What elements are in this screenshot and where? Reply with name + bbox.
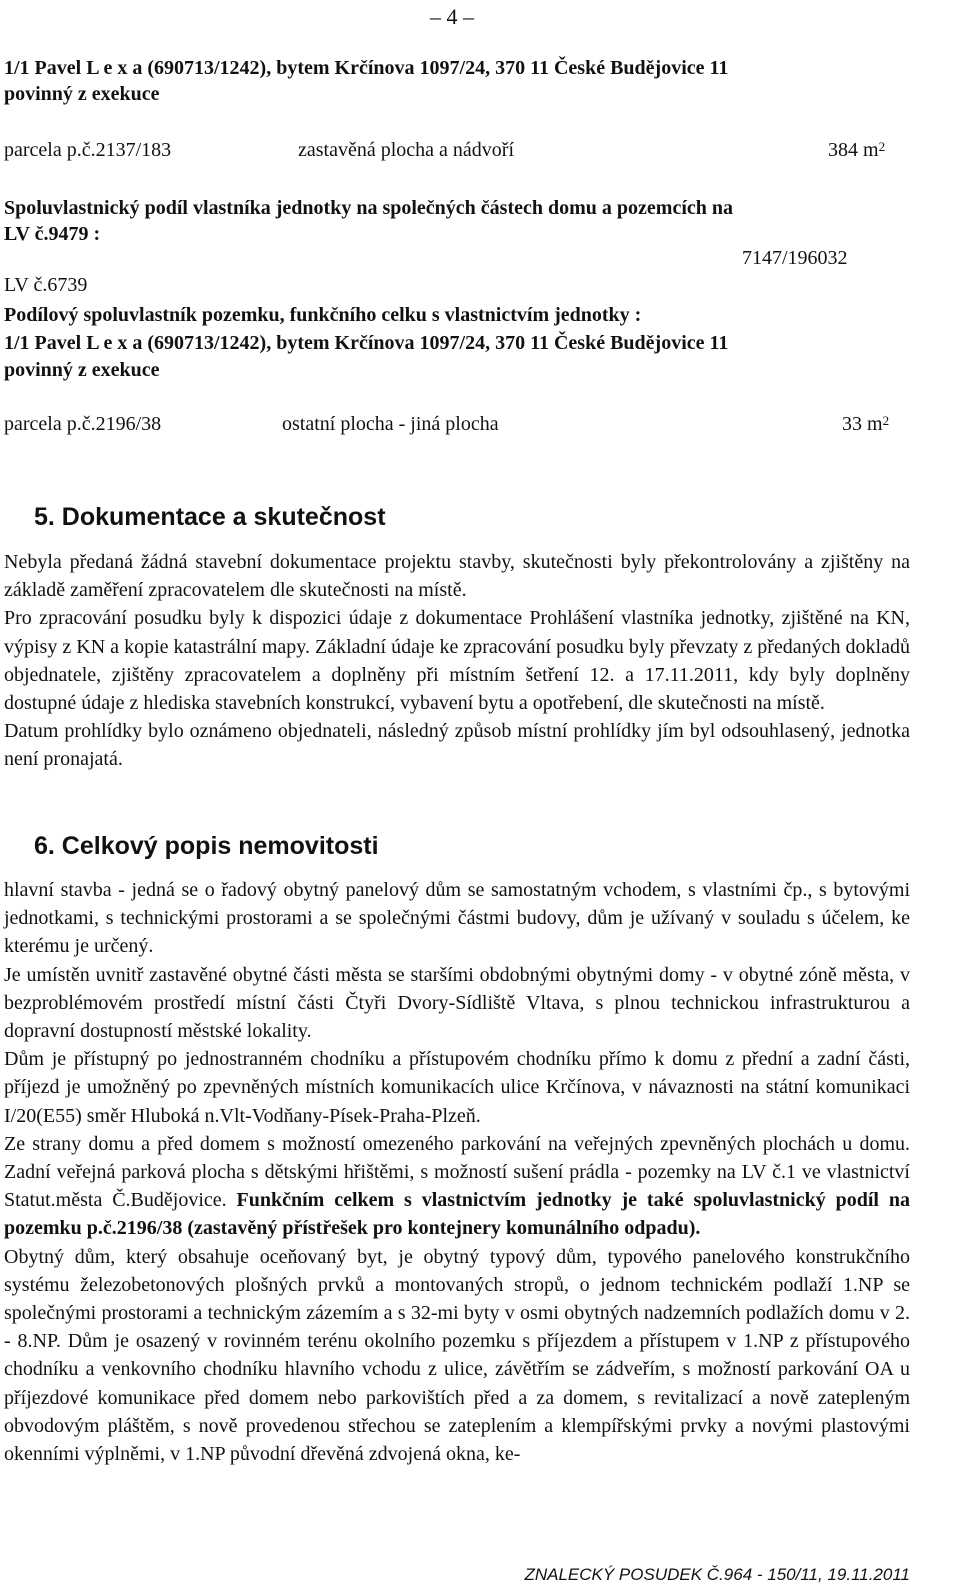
owner2-intro: Podílový spoluvlastník pozemku, funkčního celku s vlastnictvím jednotky : — [4, 304, 642, 326]
section6-paragraph: Je umístěn uvnitř zastavěné obytné části města se staršími obdobnými obytnými domy - v obytné zóně města, v bezproblémovém prostředí místní části Čtyři Dvory-Sídliště Vltava, s plnou technickou infrastrukturou a dopravní dostupností městské lokality. — [4, 963, 910, 1043]
parcel1-area — [828, 139, 886, 162]
parcel2-id: parcela p.č.2196/38 — [4, 413, 162, 435]
section5-paragraph: Pro zpracování posudku byly k dispozici údaje z dokumentace Prohlášení vlastníka jednotky, zjištěné na KN, výpisy z KN a kopie katastrální mapy. Základní údaje ke zpracování posudku byly převzaty z předaných dokladů objednatele, zjištěny zpracovatelem a doplněny při místním šetření 12. a 17.11.2011, kdy byly doplněny dostupné údaje z hlediska stavebních konstrukcí, vybavení bytu a opotřebení, dle skutečnosti na místě. — [4, 607, 910, 715]
parcel1-row — [4, 139, 920, 165]
section6-bold-text: Funkčním celkem s vlastnictvím jednotky je také spoluvlastnický podíl na pozemku p.č.2196/38 (zastavěný přístřešek pro kontejnery komunálního odpadu). — [4, 1189, 910, 1240]
section6-heading: 6. Celkový popis nemovitosti — [34, 832, 379, 860]
section5-paragraph: Nebyla předaná žádná stavební dokumentace projektu stavby, skutečnosti byly překontrolovány a zjištěny na základě zaměření zpracovatelem dle skutečnosti na místě. — [4, 551, 910, 602]
page-number: – 4 – — [430, 4, 474, 29]
parcel1-area-value: 384 m — [828, 139, 879, 161]
parcel1-type: zastavěná plocha a nádvoří — [298, 139, 515, 161]
section5-heading: 5. Dokumentace a skutečnost — [34, 503, 386, 531]
parcel1-id: parcela p.č.2137/183 — [4, 139, 172, 161]
share-line1: Spoluvlastnický podíl vlastníka jednotky na společných částech domu a pozemcích na — [4, 197, 733, 219]
owner1-line1: 1/1 Pavel L e x a (690713/1242), bytem Krčínova 1097/24, 370 11 České Budějovice 11 — [4, 57, 729, 79]
lv-number: LV č.6739 — [4, 274, 88, 296]
parcel2-row — [4, 413, 920, 439]
section6-paragraph: Obytný dům, který obsahuje oceňovaný byt, je obytný typový dům, typového panelového konstrukčního systému železobetonových plošných prvků a montovaných stropů, o jednom technickém podlaží 1.NP se společnými prostorami a technickým zázemím a s 32-mi byty v osmi obytných nadzemních podlažích domu v 2. - 8.NP. Dům je osazený v rovinném terénu okolního pozemku s příjezdem a přístupem v 1.NP z přístupového chodníku a venkovního chodníku hlavního vchodu z ulice, závětřím se zádveřím, s možností parkování OA u příjezdové komunikace před domem nebo parkovištích před a za domem, s revitalizací a nově zatepleným obvodovým pláštěm, s nově provedenou střechou se zateplením a klempířskými prvky a novými plastovými okenními výplněmi, v 1.NP původní dřevěná zdvojená okna, ke- — [4, 1245, 910, 1466]
share-value: 7147/196032 — [742, 247, 848, 269]
share-line2: LV č.9479 : — [4, 223, 101, 245]
parcel1-area-unit-exponent: 2 — [878, 139, 886, 154]
section5-body — [4, 548, 910, 774]
parcel2-area-unit-exponent: 2 — [882, 413, 890, 428]
parcel2-area-value: 33 m — [842, 413, 883, 435]
section6-paragraph-text: Ze strany domu a před domem s možností omezeného parkování na veřejných zpevněných plochách u domu. Zadní veřejná parková plocha s dětskými hřištěmi, s možností sušení prádla - pozemky na LV č.1 ve vlastnictví Statut.města Č.Budějovice. — [4, 1132, 910, 1212]
section6-paragraph: Dům je přístupný po jednostranném chodníku a přístupovém chodníku přímo k domu z přední a zadní části, příjezd je umožněný po zpevněných místních komunikacích ulice Krčínova, v návaznosti na státní komunikaci I/20(E55) směr Hluboká n.Vlt-Vodňany-Písek-Praha-Plzeň. — [4, 1048, 910, 1127]
owner1-line2: povinný z exekuce — [4, 83, 160, 105]
section6-body — [4, 876, 910, 1468]
parcel2-type: ostatní plocha - jiná plocha — [282, 413, 499, 435]
owner2-line2: povinný z exekuce — [4, 359, 160, 381]
document-footer: ZNALECKÝ POSUDEK Č.964 - 150/11, 19.11.2011 — [524, 1565, 910, 1584]
section6-paragraph — [4, 1130, 910, 1243]
parcel2-area — [842, 413, 890, 436]
section6-paragraph: hlavní stavba - jedná se o řadový obytný panelový dům se samostatným vchodem, s vlastními čp., s bytovými jednotkami, s technickými prostorami a se společnými částmi budovy, dům je užívaný v souladu s účelem, ke kterému je určený. — [4, 879, 910, 958]
section5-paragraph: Datum prohlídky bylo oznámeno objednateli, následný způsob místní prohlídky jím byl odsouhlasený, jednotka není pronajatá. — [4, 720, 910, 771]
owner2-line1: 1/1 Pavel L e x a (690713/1242), bytem Krčínova 1097/24, 370 11 České Budějovice 11 — [4, 332, 729, 354]
